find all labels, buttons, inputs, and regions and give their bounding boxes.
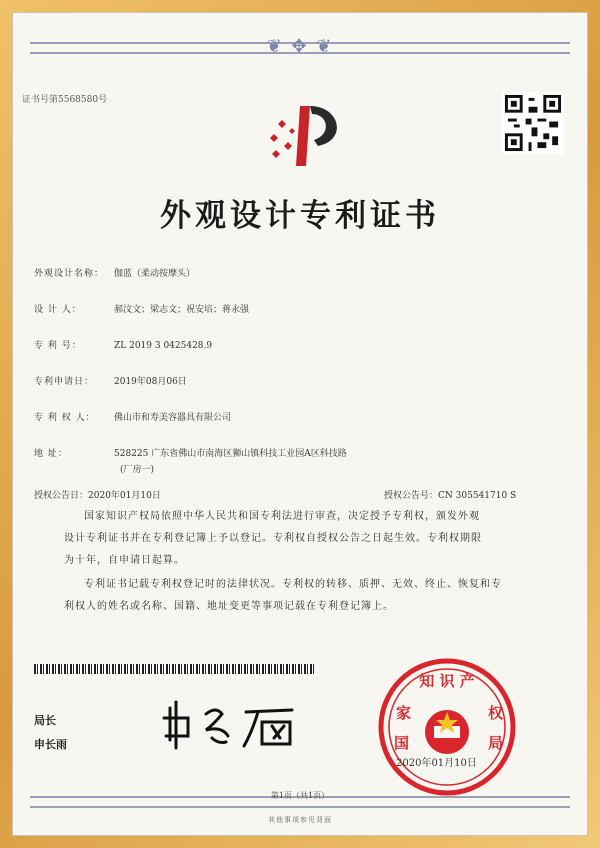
director-signature: [162, 692, 322, 752]
field-design-name: [34, 266, 195, 279]
svg-text:局: 局: [488, 734, 504, 752]
field-label: 专 利 号：: [34, 341, 82, 351]
field-address: [34, 446, 347, 459]
grant-number-label: 授权公告号：: [384, 491, 439, 501]
field-label: 地 址：: [34, 449, 68, 459]
grant-number-value: CN 305541710 S: [438, 491, 517, 501]
director-name: 申长雨: [34, 738, 67, 751]
director-title: 局长: [34, 714, 56, 727]
certificate-title: 外观设计专利证书: [160, 198, 440, 234]
body-line: 为十年，自申请日起算。: [64, 555, 185, 566]
barcode-icon: [34, 664, 314, 674]
body-line: 国家知识产权局依照中华人民共和国专利法进行审查，决定授予专利权，颁发外观: [84, 511, 480, 522]
field-patent-number: [34, 338, 212, 351]
patent-office-logo-icon: [262, 100, 352, 170]
body-line: 设计专利证书并在专利登记簿上予以登记。专利权自授权公告之日起生效。专利权期限: [64, 533, 482, 544]
grant-date-value: 2020年01月10日: [88, 491, 161, 501]
certificate-paper: [12, 12, 588, 836]
field-value: 2019年08月06日: [114, 377, 187, 387]
field-patentee: [34, 410, 231, 423]
field-value: 郝汶文；梁志文；祝安培；蒋永强: [114, 305, 250, 315]
address-line-2: (厂房一): [120, 465, 155, 475]
field-designer: [34, 302, 249, 315]
svg-text:权: 权: [488, 704, 504, 722]
page-number: 第1页（共1页）: [270, 791, 330, 800]
field-label: 专 利 权 人：: [34, 413, 96, 423]
body-paragraph-1: [64, 506, 564, 572]
certificate-number: 证书号第5568580号: [22, 95, 108, 105]
body-line: 利权人的姓名或名称、国籍、地址变更等事项记载在专利登记簿上。: [64, 601, 394, 612]
body-line: 专利证书记载专利权登记时的法律状况。专利权的转移、质押、无效、终止、恢复和专: [84, 579, 502, 590]
ornament-icon: ❦ ✥ ❦: [266, 35, 334, 57]
svg-text:国: 国: [394, 734, 410, 752]
field-label: 专利申请日：: [34, 377, 95, 387]
svg-text:知 识 产: 知 识 产: [419, 672, 475, 690]
grant-number: [384, 488, 516, 501]
field-value: 伽蓝（柔动按摩头）: [114, 269, 196, 279]
field-value: ZL 2019 3 0425428.9: [114, 341, 213, 351]
grant-date-label: 授权公告日：: [34, 491, 89, 501]
qr-code-icon: [502, 92, 564, 154]
body-paragraph-2: [64, 574, 564, 618]
field-label: 外观设计名称：: [34, 269, 105, 279]
field-label: 设 计 人：: [34, 305, 82, 315]
field-value: 528225 广东省佛山市南海区狮山镇科技工业园A区科技路: [114, 449, 347, 459]
svg-text:家: 家: [396, 704, 412, 722]
field-application-date: [34, 374, 187, 387]
grant-date: [34, 488, 161, 501]
footer-note: 其他事项参见背面: [268, 816, 332, 824]
official-seal-icon: [372, 652, 522, 802]
seal-date: 2020年01月10日: [396, 758, 477, 769]
field-value: 佛山市和寿美容器具有限公司: [114, 413, 232, 423]
